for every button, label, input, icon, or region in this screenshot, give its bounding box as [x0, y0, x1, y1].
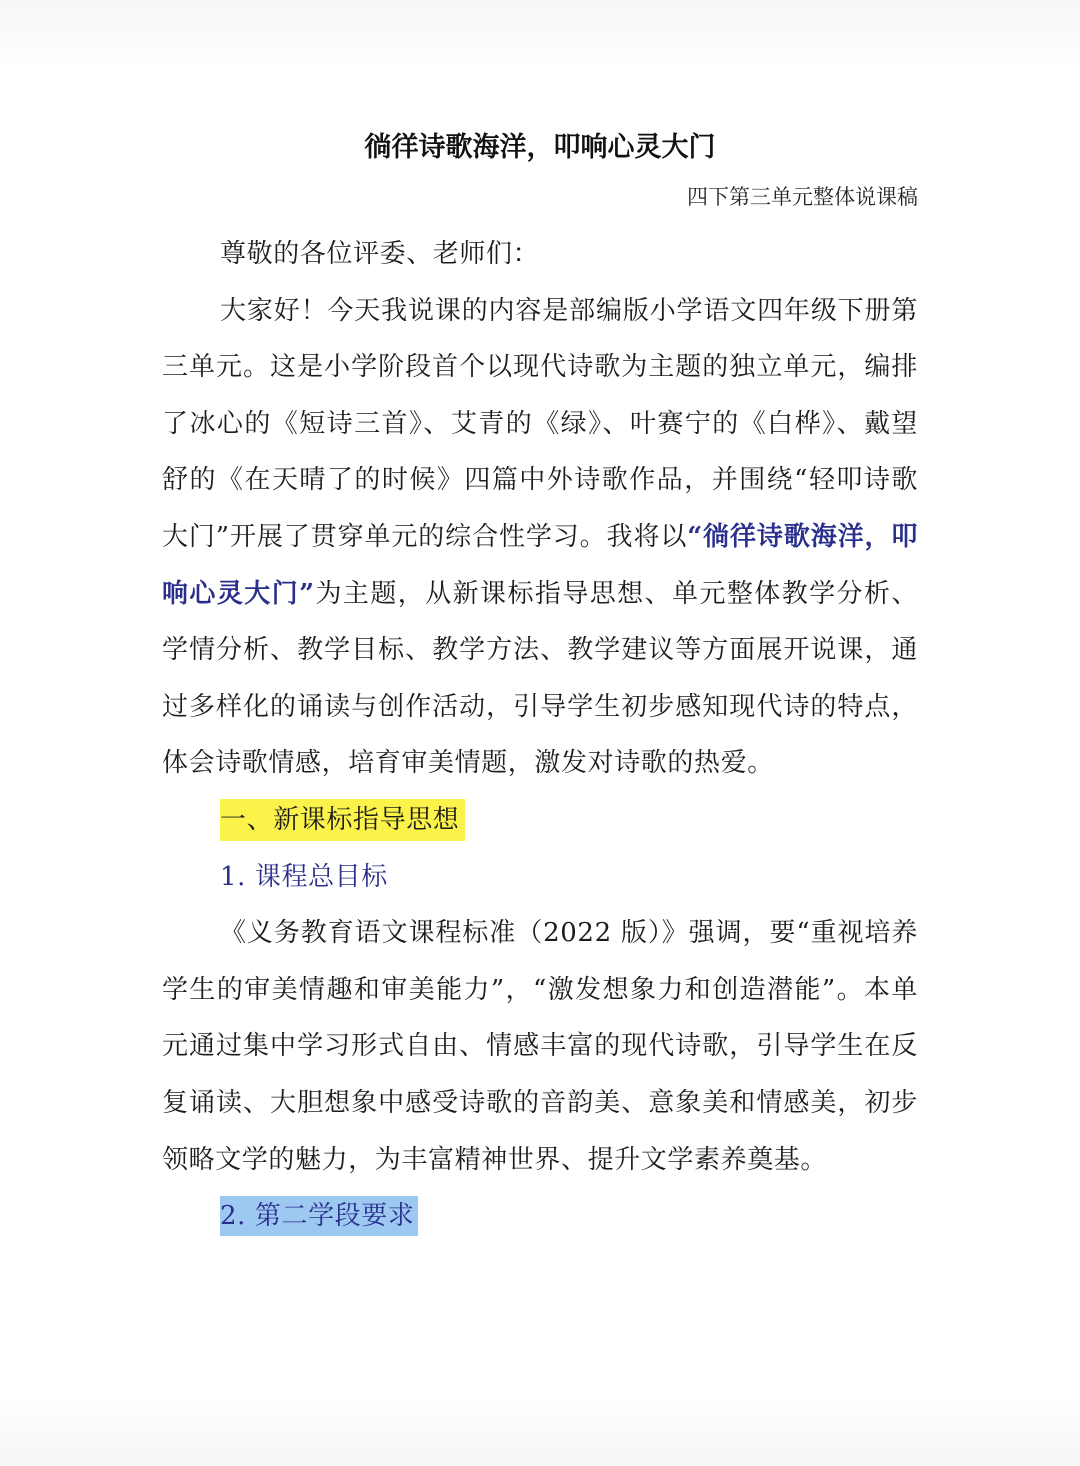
- intro-text-after: 为主题，从新课标指导思想、单元整体教学分析、学情分析、教学目标、教学方法、教学建议等方面展开说课，通过多样化的诵读与创作活动，引导学生初步感知现代诗的特点，体会诗歌情感，培育审美情题，激发对诗歌的热爱。: [162, 578, 919, 779]
- subsection-1-heading: 1. 课程总目标: [220, 861, 388, 892]
- section-1-heading: 一、新课标指导思想: [220, 799, 465, 841]
- subsection-1-body: 《义务教育语文课程标准（2022 版）》强调，要“重视培养学生的审美情趣和审美能力”，“激发想象力和创造潜能”。本单元通过集中学习形式自由、情感丰富的现代诗歌，引导学生在反复诵读、大胆想象中感受诗歌的音韵美、意象美和情感美，初步领略文学的魅力，为丰富精神世界、提升文学素养奠基。: [162, 918, 918, 1175]
- intro-text-before: 大家好！今天我说课的内容是部编版小学语文四年级下册第三单元。这是小学阶段首个以现代诗歌为主题的独立单元，编排了冰心的《短诗三首》、艾青的《绿》、叶赛宁的《白桦》、戴望舒的《在天晴了的时候》四篇中外诗歌作品，并围绕“轻叩诗歌大门”开展了贯穿单元的综合性学习。我将以: [162, 295, 918, 552]
- subsection-2-heading-line: [162, 1188, 918, 1245]
- intro-paragraph: [162, 283, 918, 792]
- subsection-2-heading: 2. 第二学段要求: [220, 1196, 418, 1236]
- intro-theme-highlight: “徜徉诗歌海洋，叩响心灵大门”: [162, 521, 919, 609]
- document-subtitle: 四下第三单元整体说课稿: [687, 185, 918, 209]
- subsection-1-heading-line: [162, 849, 918, 906]
- greeting: 尊敬的各位评委、老师们：: [220, 239, 540, 269]
- document-body: [162, 128, 918, 1245]
- section-1-heading-line: [162, 792, 918, 849]
- document-title: 徜徉诗歌海洋，叩响心灵大门: [364, 132, 716, 163]
